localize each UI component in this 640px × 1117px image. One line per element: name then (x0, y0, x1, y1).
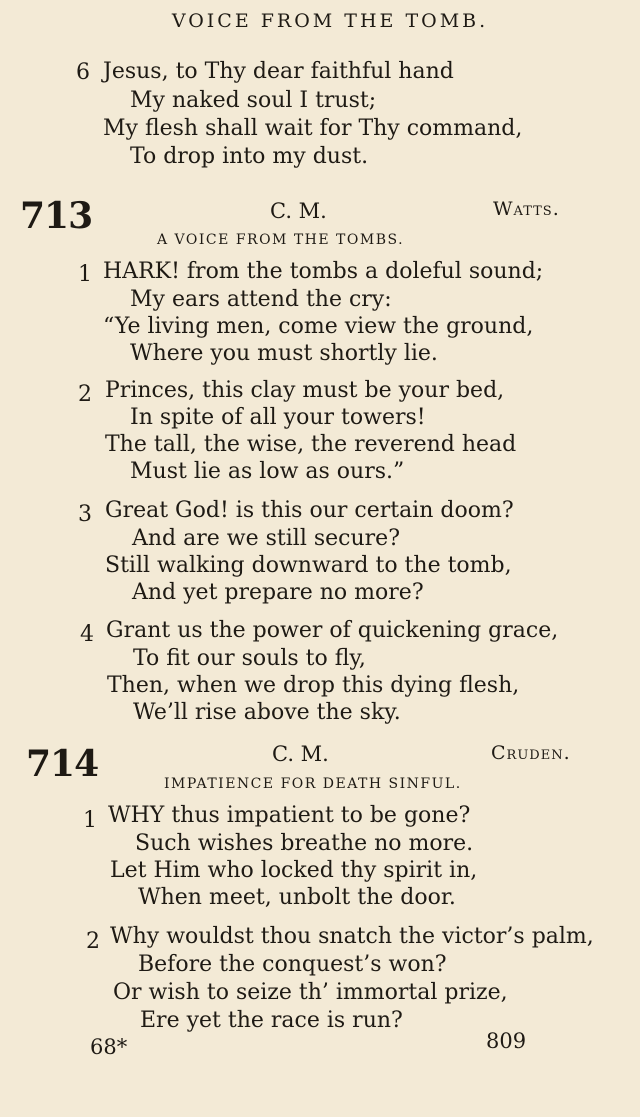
hymn-subtitle: IMPATIENCE FOR DEATH SINFUL. (164, 776, 462, 792)
verse-line: Great God! is this our certain doom? (105, 498, 514, 523)
hymn-author: Cruden. (491, 742, 571, 764)
verse-line: Princes, this clay must be your bed, (105, 378, 505, 403)
stanza-number: 6 (76, 60, 90, 85)
verse-line: WHY thus impatient to be gone? (108, 803, 471, 828)
stanza-number: 3 (78, 502, 92, 527)
hymn-meter: C. M. (270, 199, 327, 223)
page-number: 809 (486, 1029, 527, 1053)
stanza-number: 2 (86, 929, 100, 954)
verse-line: Must lie as low as ours.” (130, 459, 405, 484)
verse-line: Grant us the power of quickening grace, (106, 618, 559, 643)
verse-line: To fit our souls to fly, (133, 646, 366, 671)
stanza-number: 1 (83, 808, 97, 833)
verse-line: To drop into my dust. (130, 144, 369, 169)
hymn-subtitle: A VOICE FROM THE TOMBS. (157, 232, 405, 248)
verse-line: And are we still secure? (132, 526, 400, 551)
hymn-author: Watts. (493, 198, 560, 220)
stanza-number: 4 (80, 622, 94, 647)
verse-line: Let Him who locked thy spirit in, (110, 858, 478, 883)
verse-line: Still walking downward to the tomb, (105, 553, 512, 578)
stanza-number: 1 (78, 262, 92, 287)
verse-line: When meet, unbolt the door. (138, 885, 456, 910)
verse-line: Before the conquest’s won? (138, 952, 447, 977)
verse-line: Then, when we drop this dying flesh, (107, 673, 520, 698)
hymn-number: 713 (20, 195, 93, 237)
verse-line: Where you must shortly lie. (130, 341, 438, 366)
verse-line: In spite of all your towers! (130, 405, 426, 430)
verse-line: HARK! from the tombs a doleful sound; (103, 259, 544, 284)
hymn-meter: C. M. (272, 742, 329, 766)
verse-line: My ears attend the cry: (130, 287, 392, 312)
hymn-number: 714 (26, 743, 99, 785)
signature-mark: 68* (90, 1035, 128, 1059)
stanza-number: 2 (78, 382, 92, 407)
verse-line: Why wouldst thou snatch the victor’s palm, (110, 924, 594, 949)
verse-line: And yet prepare no more? (132, 580, 424, 605)
verse-line: Jesus, to Thy dear faithful hand (103, 59, 454, 84)
verse-line: Such wishes breathe no more. (135, 831, 474, 856)
verse-line: Ere yet the race is run? (140, 1008, 403, 1033)
verse-line: “Ye living men, come view the ground, (103, 314, 534, 339)
verse-line: My naked soul I trust; (130, 88, 377, 113)
verse-line: My flesh shall wait for Thy command, (103, 116, 523, 141)
verse-line: The tall, the wise, the reverend head (105, 432, 517, 457)
verse-line: We’ll rise above the sky. (133, 700, 401, 725)
running-head: VOICE FROM THE TOMB. (171, 10, 489, 32)
verse-line: Or wish to seize th’ immortal prize, (113, 980, 508, 1005)
